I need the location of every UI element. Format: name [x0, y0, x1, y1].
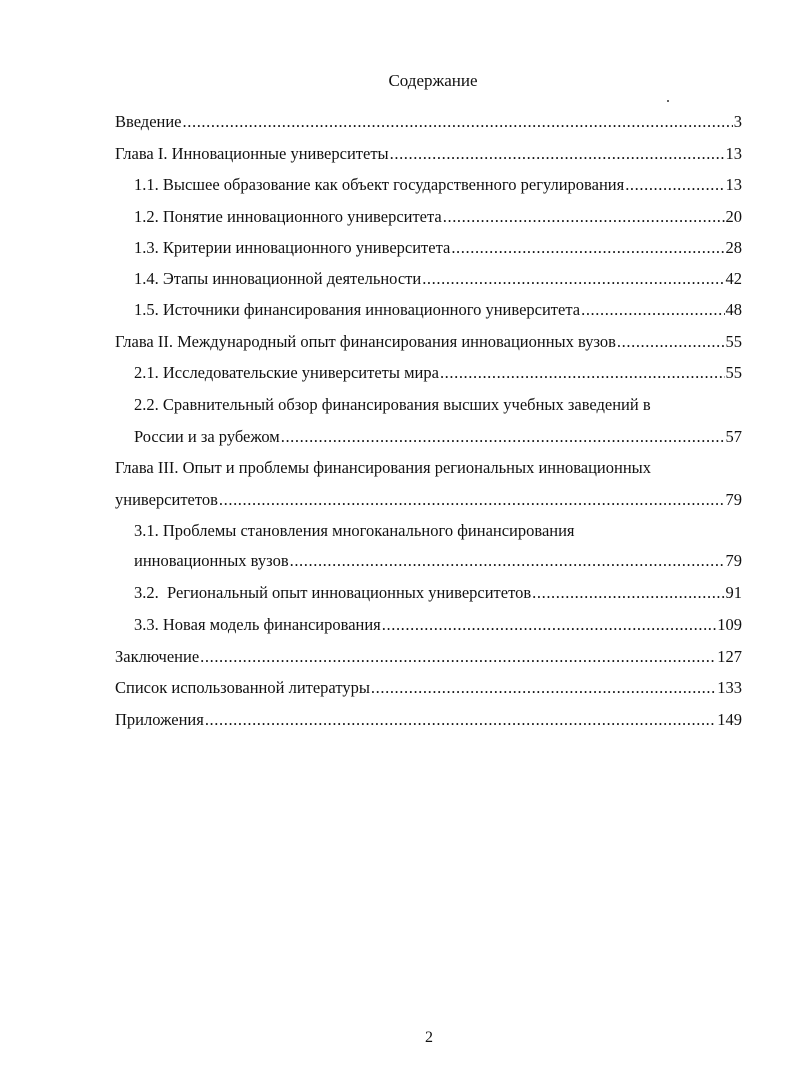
toc-entry-section-3-1[interactable] — [134, 550, 742, 572]
leader-dots — [440, 362, 725, 384]
toc-entry-label: 2.1. Исследовательские университеты мира — [134, 363, 439, 382]
toc-entry-bibliography[interactable] — [115, 677, 742, 699]
leader-dots — [205, 709, 716, 731]
toc-entry-label: 3.3. Новая модель финансирования — [134, 615, 381, 634]
leader-dots — [625, 174, 724, 196]
leader-dots — [290, 550, 725, 572]
leader-dots — [581, 299, 724, 321]
toc-entry-page: 55 — [725, 363, 742, 382]
toc-entry-section-1-1[interactable] — [134, 174, 742, 196]
scan-speck — [667, 100, 669, 102]
toc-entry-label: 1.2. Понятие инновационного университета — [134, 207, 442, 226]
toc-entry-page: 91 — [725, 583, 742, 602]
leader-dots — [382, 614, 716, 636]
toc-entry-label: Глава II. Международный опыт финансирования инновационных вузов — [115, 332, 616, 351]
toc-entry-label: 1.5. Источники финансирования инновационного университета — [134, 300, 581, 319]
toc-entry-label: 3.2. Региональный опыт инновационных университетов — [134, 583, 532, 602]
toc-entry-label: 1.1. Высшее образование как объект государственного регулирования — [134, 175, 625, 194]
toc-entry-page: 127 — [717, 647, 742, 666]
toc-entry-page: 55 — [725, 332, 742, 351]
toc-entry-section-1-2[interactable] — [134, 206, 742, 228]
toc-entry-section-2-2[interactable] — [134, 426, 742, 448]
leader-dots — [183, 111, 733, 133]
leader-dots — [371, 677, 716, 699]
toc-entry-label: 1.3. Критерии инновационного университета — [134, 238, 451, 257]
toc-entry-label: России и за рубежом — [134, 427, 280, 446]
toc-entry-page: 48 — [725, 300, 742, 319]
toc-entry-page: 20 — [725, 207, 742, 226]
toc-entry-section-1-5[interactable] — [134, 299, 742, 321]
toc-entry-introduction[interactable] — [115, 111, 742, 133]
toc-entry-label: Список использованной литературы — [115, 678, 370, 697]
toc-entry-page: 79 — [725, 490, 742, 509]
toc-entry-section-3-3[interactable] — [134, 614, 742, 636]
toc-entry-label: Введение — [115, 112, 182, 131]
toc-entry-page: 28 — [725, 238, 742, 257]
toc-entry-section-3-1-line1[interactable]: 3.1. Проблемы становления многоканального финансирования — [134, 521, 575, 540]
leader-dots — [422, 268, 724, 290]
toc-entry-section-3-2[interactable] — [134, 582, 742, 604]
toc-entry-page: 57 — [725, 427, 742, 446]
toc-entry-section-1-4[interactable] — [134, 268, 742, 290]
toc-entry-page: 149 — [717, 710, 742, 729]
toc-entry-chapter-3[interactable] — [115, 489, 742, 511]
toc-entry-page: 79 — [725, 551, 742, 570]
toc-entry-page: 42 — [725, 269, 742, 288]
toc-entry-label: Заключение — [115, 647, 200, 666]
toc-entry-section-2-2-line1[interactable]: 2.2. Сравнительный обзор финансирования высших учебных заведений в — [134, 395, 651, 414]
page-number: 2 — [425, 1029, 433, 1046]
toc-entry-label: 1.4. Этапы инновационной деятельности — [134, 269, 422, 288]
toc-entry-page: 13 — [725, 175, 742, 194]
toc-entry-page: 13 — [725, 144, 742, 163]
toc-entry-conclusion[interactable] — [115, 646, 742, 668]
leader-dots — [532, 582, 724, 604]
leader-dots — [390, 143, 725, 165]
toc-entry-appendices[interactable] — [115, 709, 742, 731]
leader-dots — [200, 646, 716, 668]
toc-entry-section-1-3[interactable] — [134, 237, 742, 259]
leader-dots — [617, 331, 725, 353]
toc-entry-section-2-1[interactable] — [134, 362, 742, 384]
page-title: Содержание — [388, 71, 478, 90]
toc-entry-chapter-2[interactable] — [115, 331, 742, 353]
toc-entry-chapter-3-line1[interactable]: Глава III. Опыт и проблемы финансирования региональных инновационных — [115, 458, 652, 477]
toc-entry-page: 3 — [733, 112, 742, 131]
toc-entry-page: 133 — [717, 678, 742, 697]
toc-entry-page: 109 — [717, 615, 742, 634]
leader-dots — [219, 489, 725, 511]
toc-entry-chapter-1[interactable] — [115, 143, 742, 165]
toc-entry-label: Приложения — [115, 710, 204, 729]
toc-entry-label: университетов — [115, 490, 218, 509]
leader-dots — [281, 426, 725, 448]
toc-entry-label: Глава I. Инновационные университеты — [115, 144, 389, 163]
toc-entry-label: инновационных вузов — [134, 551, 289, 570]
leader-dots — [443, 206, 725, 228]
leader-dots — [451, 237, 724, 259]
